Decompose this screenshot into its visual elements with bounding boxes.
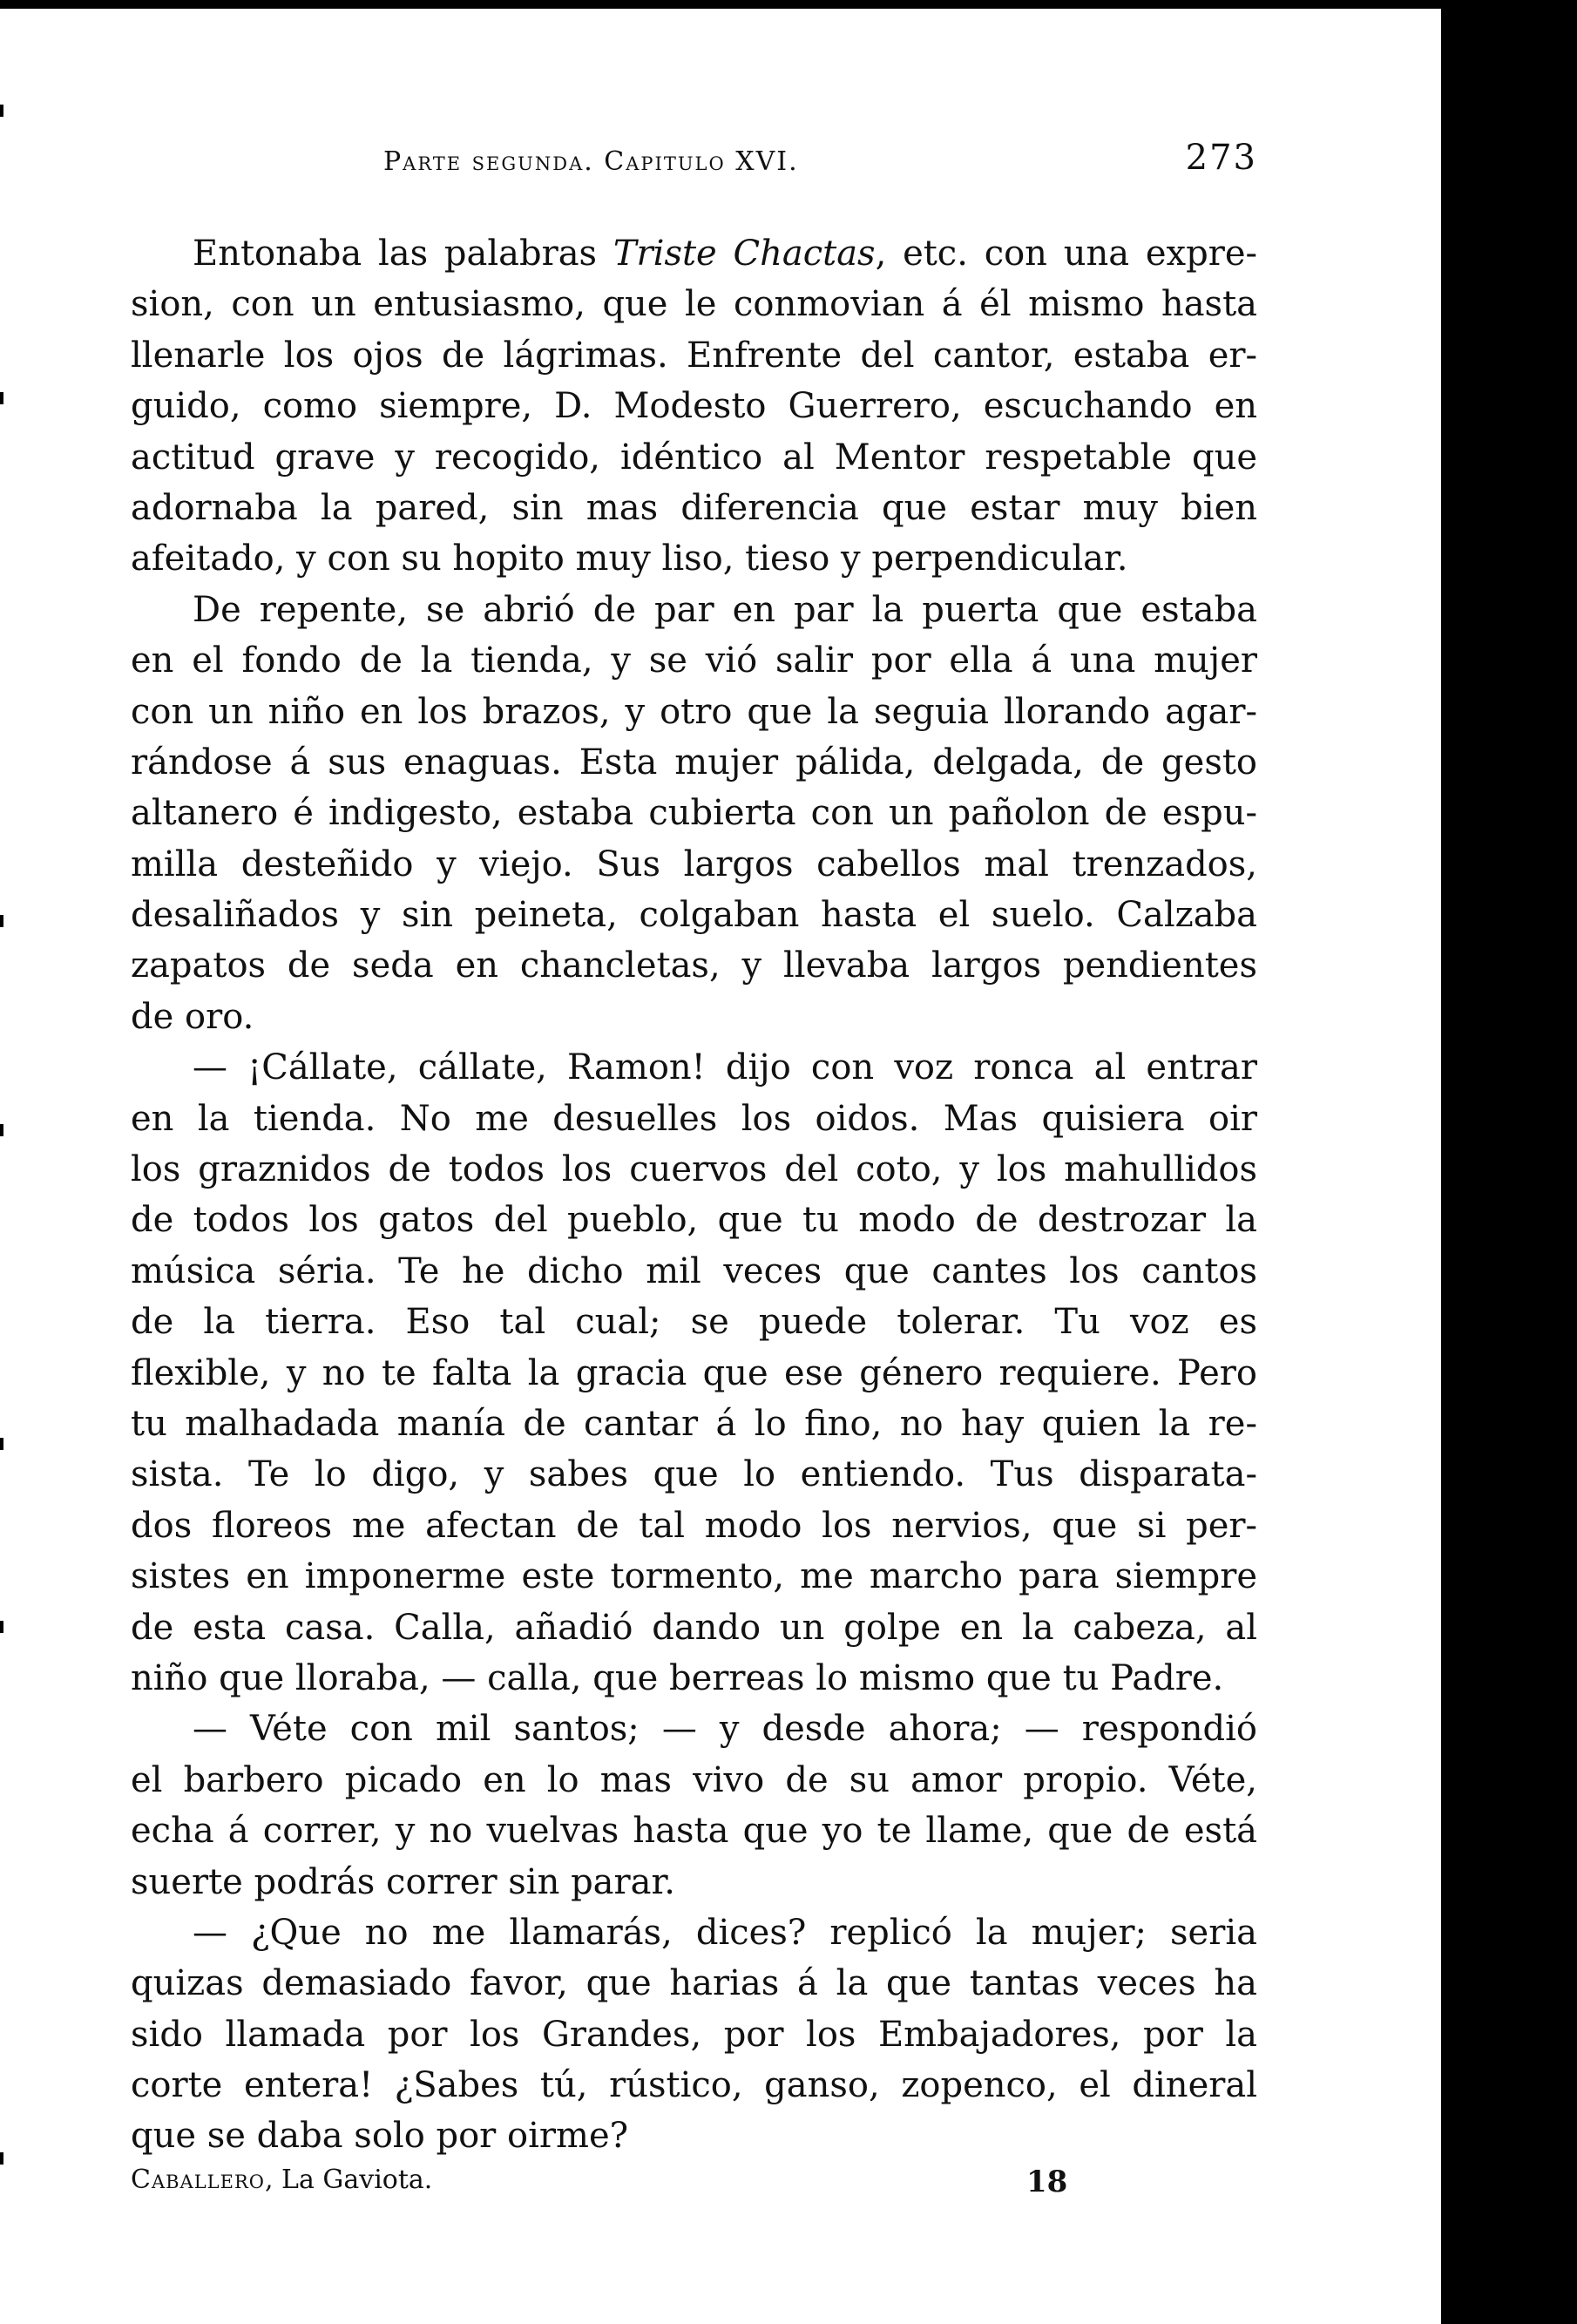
text-line: adornaba la pared, sin mas diferencia que estar muy bien: [131, 487, 1257, 528]
text-line: en la tienda. No me desuelles los oidos. Mas quisiera oir: [131, 1098, 1257, 1139]
text-line: música séria. Te he dicho mil veces que cantes los cantos: [131, 1250, 1257, 1291]
footer-title: La Gaviota.: [281, 2165, 433, 2195]
text-line: que se daba solo por oirme?: [131, 2116, 629, 2157]
text-line: de esta casa. Calla, añadió dando un golpe en la cabeza, al: [131, 1607, 1257, 1648]
text-line: sion, con un entusiasmo, que le conmovian á él mismo hasta: [131, 284, 1257, 325]
paragraph: [131, 1907, 1257, 2162]
text-line: quizas demasiado favor, que harias á la que tantas veces ha: [131, 1963, 1257, 2004]
text-line: en el fondo de la tienda, y se vió salir por ella á una mujer: [131, 640, 1257, 681]
body-text: [131, 228, 1257, 2162]
text-line: rándose á sus enaguas. Esta mujer pálida, delgada, de gesto: [131, 742, 1257, 783]
text-line: sista. Te lo digo, y sabes que lo entiendo. Tus disparata-: [131, 1454, 1257, 1495]
text-line: afeitado, y con su hopito muy liso, tieso y perpendicular.: [131, 539, 1128, 579]
text-segment: Entonaba las palabras: [193, 234, 613, 274]
paragraph: [131, 1042, 1257, 1704]
scan-top-border: [0, 0, 1577, 9]
margin-mark: [0, 392, 3, 404]
running-title: Parte segunda. Capitulo XVI.: [383, 146, 799, 177]
text-line: — ¡Cállate, cállate, Ramon! dijo con voz ronca al entrar: [193, 1047, 1257, 1088]
margin-mark: [0, 1621, 3, 1633]
text-line: milla desteñido y viejo. Sus largos cabellos mal trenzados,: [131, 844, 1257, 884]
text-line: llenarle los ojos de lágrimas. Enfrente del cantor, estaba er-: [131, 335, 1257, 376]
text-line: actitud grave y recogido, idéntico al Mentor respetable que: [131, 437, 1257, 478]
text-line: — Véte con mil santos; — y desde ahora; — respondió: [193, 1709, 1257, 1750]
paragraph: [131, 585, 1257, 1043]
text-line: sistes en imponerme este tormento, me marcho para siempre: [131, 1556, 1257, 1597]
text-line: de todos los gatos del pueblo, que tu modo de destrozar la: [131, 1200, 1257, 1241]
text-line: altanero é indigesto, estaba cubierta con un pañolon de espu-: [131, 793, 1257, 834]
text-line: dos floreos me afectan de tal modo los nervios, que si per-: [131, 1505, 1257, 1546]
text-line: echa á correr, y no vuelvas hasta que yo te llame, que de está: [131, 1811, 1257, 1852]
text-line: desaliñados y sin peineta, colgaban hasta el suelo. Calzaba: [131, 895, 1257, 936]
margin-mark: [0, 1124, 3, 1136]
text-line: el barbero picado en lo mas vivo de su amor propio. Véte,: [131, 1759, 1257, 1800]
paragraph: [131, 228, 1257, 585]
page-number: 273: [1185, 138, 1257, 178]
margin-mark: [0, 915, 3, 927]
scan-right-border: [1441, 0, 1577, 2324]
text-line: suerte podrás correr sin parar.: [131, 1861, 675, 1902]
text-line: sido llamada por los Grandes, por los Embajadores, por la: [131, 2014, 1257, 2055]
text-line: los graznidos de todos los cuervos del coto, y los mahullidos: [131, 1149, 1257, 1190]
text-line: [131, 228, 1257, 279]
margin-mark: [0, 105, 3, 117]
text-line: niño que lloraba, — calla, que berreas lo mismo que tu Padre.: [131, 1657, 1224, 1698]
text-line: flexible, y no te falta la gracia que ese género requiere. Pero: [131, 1352, 1257, 1393]
paragraph: [131, 1704, 1257, 1907]
page-header: [131, 138, 1257, 181]
margin-mark: [0, 1438, 3, 1450]
text-line: De repente, se abrió de par en par la puerta que estaba: [193, 589, 1257, 630]
text-line: — ¿Que no me llamarás, dices? replicó la mujer; seria: [193, 1912, 1257, 1953]
text-line: de la tierra. Eso tal cual; se puede tolerar. Tu voz es: [131, 1302, 1257, 1343]
text-line: tu malhadada manía de cantar á lo fino, no hay quien la re-: [131, 1403, 1257, 1444]
text-line: zapatos de seda en chancletas, y llevaba largos pendientes: [131, 945, 1257, 986]
text-line: corte entera! ¿Sabes tú, rústico, ganso, zopenco, el dineral: [131, 2065, 1257, 2106]
page-footer: [131, 2165, 1257, 2199]
text-line: de oro.: [131, 996, 254, 1037]
signature-mark: 18: [1026, 2165, 1068, 2199]
footer-author: Caballero: [131, 2165, 265, 2195]
text-line: con un niño en los brazos, y otro que la seguia llorando agar-: [131, 691, 1257, 732]
text-segment: , etc. con una expre-: [875, 234, 1258, 274]
italic-text: Triste Chactas: [613, 234, 876, 274]
footer-separator: ,: [264, 2165, 282, 2195]
text-line: guido, como siempre, D. Modesto Guerrero, escuchando en: [131, 386, 1257, 427]
margin-mark: [0, 2152, 3, 2165]
